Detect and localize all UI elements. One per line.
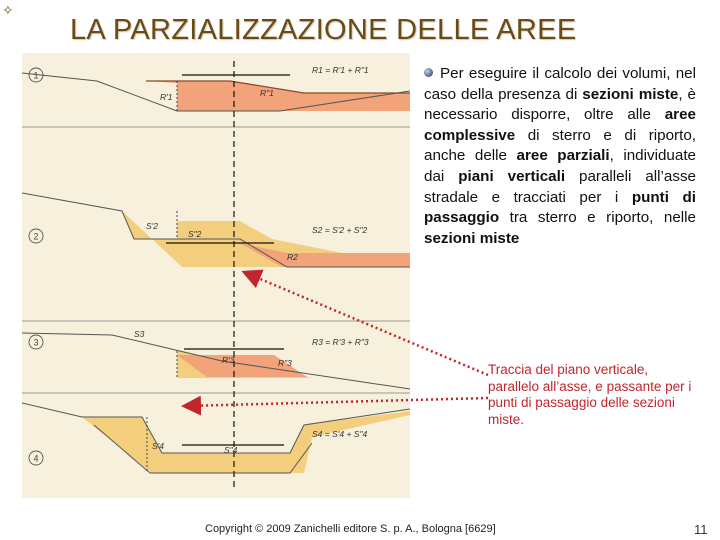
label-p2-s2: S"2 [188,229,202,239]
bullet-paragraph: Per eseguire il calcolo dei volumi, nel caso della presenza di sezioni miste, è necessario disporre, oltre alle aree complessive di sterro e di riporto, anche delle aree parziali, individuate dai piani verticali paralleli all’asse stradale e tracciati per i punti di passaggio tra sterro e riporto, nelle sezioni miste [424,65,696,247]
red-caption: Traccia del piano verticale, parallelo all’asse, e passante per i punti di passaggio delle sezioni miste. [488,362,692,427]
label-p3-r1: R'3 [222,355,235,365]
svg-text:1: 1 [33,70,39,81]
svg-text:2: 2 [33,231,39,242]
copyright-footer: Copyright © 2009 Zanichelli editore S. p. A., Bologna [6629] [205,523,496,535]
label-p1-r1: R'1 [160,92,173,102]
slide-title: LA PARZIALIZZAZIONE DELLE AREE [70,14,577,46]
label-p4-s1: S'4 [152,441,165,451]
page-number: 11 [694,522,708,537]
svg-text:3: 3 [33,337,39,348]
label-p1-formula: R1 = R'1 + R"1 [312,65,369,75]
bullet-icon [424,68,433,77]
arrow-to-section-2 [246,273,488,375]
label-p4-formula: S4 = S'4 + S"4 [312,429,368,439]
label-p4-s2: S"4 [224,445,238,455]
label-p1-r2: R"1 [260,88,274,98]
label-p3-formula: R3 = R'3 + R"3 [312,337,369,347]
arrow-to-section-4 [186,398,488,406]
corner-ornament-icon: ✧ [2,2,14,18]
label-p2-r: R2 [287,252,298,262]
label-p3-s: S3 [134,329,145,339]
label-p2-s1: S'2 [146,221,159,231]
label-p2-formula: S2 = S'2 + S"2 [312,225,368,235]
svg-text:4: 4 [33,453,39,464]
label-p3-r2: R"3 [278,358,292,368]
